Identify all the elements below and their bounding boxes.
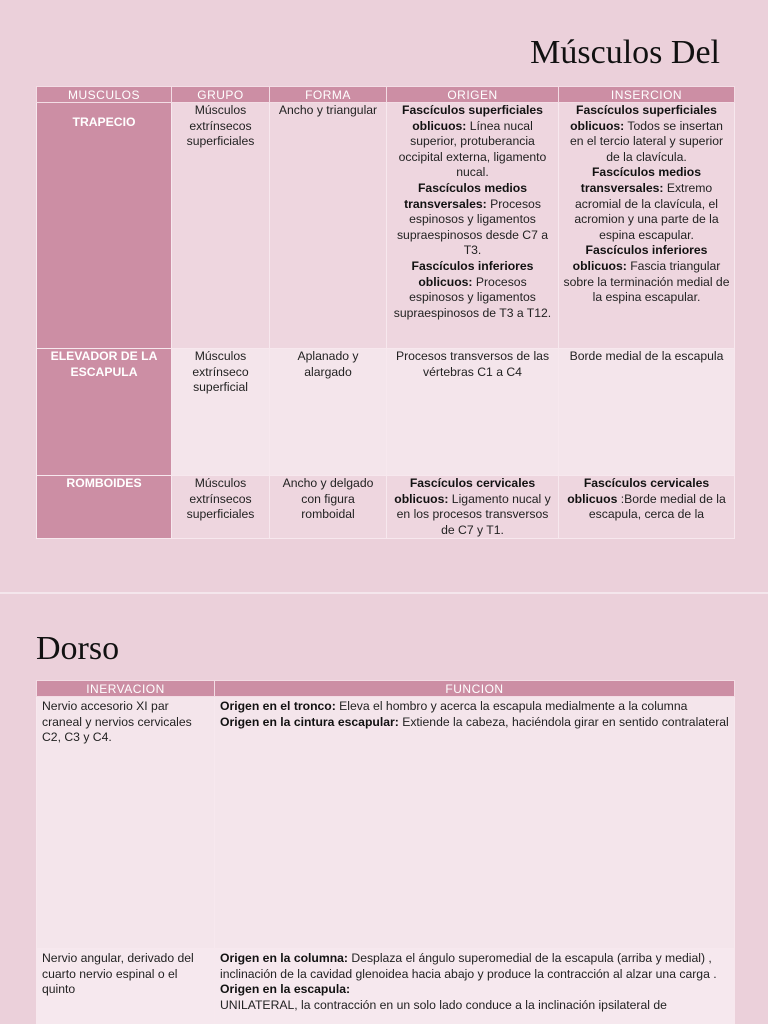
cell-insercion — [559, 103, 735, 349]
header-musculos: MUSCULOS — [37, 87, 172, 103]
rich-line: UNILATERAL, la contracción en un solo lado conduce a la inclinación ipsilateral de — [220, 997, 667, 1012]
muscle-name: ELEVADOR DE LA ESCAPULA — [37, 349, 172, 476]
cell-grupo: Músculos extrínsecos superficiales — [172, 103, 270, 349]
rich-line: Origen en la escapula: — [220, 982, 351, 997]
header-grupo: GRUPO — [172, 87, 270, 103]
muscles-table — [36, 86, 735, 539]
muscle-name: ROMBOIDES — [37, 476, 172, 539]
cell-insercion: Fascículos cervicales oblicuos :Borde medial de la escapula, cerca de la — [559, 476, 735, 539]
slide-title: Músculos Del — [530, 34, 720, 71]
table-row — [37, 949, 735, 1024]
cell-origen — [387, 103, 559, 349]
cell-forma: Ancho y triangular — [270, 103, 387, 349]
header-row — [37, 681, 735, 697]
rich-line: Fascículos superficiales oblicuos: Todos se insertan en el tercio lateral y superior de la clavícula. — [569, 103, 724, 164]
table-row — [37, 349, 735, 476]
slide-dorso — [0, 594, 768, 1024]
table-row — [37, 103, 735, 349]
cell-grupo: Músculos extrínseco superficial — [172, 349, 270, 476]
cell-insercion: Borde medial de la escapula — [559, 349, 735, 476]
rich-line: Fascículos inferiores oblicuos: Procesos espinosos y ligamentos supraespinosos de T3 a T12. — [393, 258, 552, 320]
rich-line: Origen en la columna: Desplaza el ángulo superomedial de la escapula (arriba y medial) , inclinación de la cavidad glenoidea hacia abajo y produce la contracción al alzar una carga . — [220, 951, 717, 981]
rich-line: Origen en la cintura escapular: Extiende la cabeza, haciéndola girar en sentido contralateral — [220, 714, 729, 729]
header-funcion: FUNCION — [215, 681, 735, 697]
header-forma: FORMA — [270, 87, 387, 103]
rich-line: Fascículos inferiores oblicuos: Fascia triangular sobre la terminación medial de la espina escapular. — [563, 243, 730, 305]
cell-inervacion: Nervio angular, derivado del cuarto nervio espinal o el quinto — [37, 949, 215, 1024]
slide-title: Dorso — [36, 630, 120, 667]
rich-line: Origen en el tronco: Eleva el hombro y acerca la escapula medialmente a la columna — [220, 699, 688, 713]
rich-line: Fascículos medios transversales: Extremo acromial de la clavícula, el acromion y una parte de la espina escapular. — [574, 165, 719, 242]
cell-origen: Procesos transversos de las vértebras C1 a C4 — [387, 349, 559, 476]
cell-forma: Aplanado y alargado — [270, 349, 387, 476]
table-row — [37, 476, 735, 539]
cell-grupo: Músculos extrínsecos superficiales — [172, 476, 270, 539]
innervation-table — [36, 680, 735, 1024]
rich-line: Fascículos superficiales oblicuos: Línea nucal superior, protuberancia occipital externa, ligamento nucal. — [398, 103, 547, 180]
cell-origen: Fascículos cervicales oblicuos: Ligamento nucal y en los procesos transversos de C7 y T1. — [387, 476, 559, 539]
header-inervacion: INERVACION — [37, 681, 215, 697]
header-insercion: INSERCION — [559, 87, 735, 103]
cell-funcion — [215, 697, 735, 949]
header-origen: ORIGEN — [387, 87, 559, 103]
table-row — [37, 697, 735, 949]
rich-line: Fascículos medios transversales: Procesos espinosos y ligamentos supraespinosos desde C7 a T3. — [396, 180, 549, 258]
cell-forma: Ancho y delgado con figura romboidal — [270, 476, 387, 539]
muscle-name: TRAPECIO — [37, 103, 172, 349]
cell-inervacion: Nervio accesorio XI par craneal y nervios cervicales C2, C3 y C4. — [37, 697, 215, 949]
cell-funcion — [215, 949, 735, 1024]
header-row — [37, 87, 735, 103]
